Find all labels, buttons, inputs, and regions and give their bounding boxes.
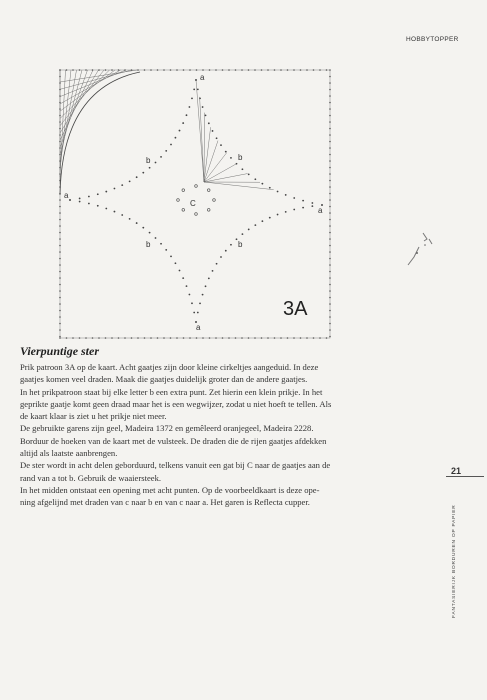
frame-hole (329, 186, 331, 188)
frame-hole (85, 69, 87, 71)
frame-hole (118, 337, 120, 339)
frame-hole (59, 245, 61, 247)
frame-hole (329, 316, 331, 318)
fan-thread (196, 80, 204, 182)
frame-hole (319, 337, 321, 339)
frame-hole (306, 69, 308, 71)
side-running-text: FANTASIERIJK BORDUREN OP PAPIER (452, 504, 457, 618)
star-hole (179, 130, 181, 132)
frame-hole (196, 337, 198, 339)
center-hole (177, 199, 180, 202)
frame-hole (329, 310, 331, 312)
frame-hole (329, 238, 331, 240)
point-label-a-top: a (200, 73, 205, 82)
star-hole (269, 187, 271, 189)
frame-hole (59, 232, 61, 234)
frame-hole (170, 69, 172, 71)
center-hole (195, 185, 198, 188)
star-hole (261, 220, 263, 222)
star-hole (182, 277, 184, 279)
frame-hole (329, 277, 331, 279)
frame-hole (329, 134, 331, 136)
frame-hole (329, 82, 331, 84)
frame-hole (329, 323, 331, 325)
point-label-b-lower-right: b (238, 240, 243, 249)
frame-hole (313, 337, 315, 339)
star-hole (160, 156, 162, 158)
frame-hole (274, 337, 276, 339)
frame-hole (111, 337, 113, 339)
center-hole (213, 199, 216, 202)
point-label-b-upper-left: b (146, 156, 151, 165)
star-hole (142, 172, 144, 174)
frame-hole (222, 69, 224, 71)
star-hole (189, 106, 191, 108)
frame-hole (326, 337, 328, 339)
corner-thread (60, 70, 71, 170)
star-hole (216, 263, 218, 265)
frame-hole (300, 337, 302, 339)
frame-hole (329, 69, 331, 71)
frame-hole (59, 277, 61, 279)
body-line: In het midden ontstaat een opening met acht punten. Op de voorbeeldkaart is deze ope- (20, 484, 320, 495)
star-hole (302, 200, 304, 202)
star-hole (79, 198, 81, 200)
body-line: altijd als laatste aanbrengen. (20, 448, 118, 459)
frame-hole (72, 337, 74, 339)
frame-hole (280, 69, 282, 71)
star-hole (208, 277, 210, 279)
frame-hole (209, 69, 211, 71)
star-hole (69, 199, 71, 201)
frame-hole (235, 337, 237, 339)
frame-hole (209, 337, 211, 339)
point-label-b-lower-left: b (146, 240, 151, 249)
star-hole (212, 270, 214, 272)
frame-hole (254, 69, 256, 71)
star-hole (277, 214, 279, 216)
star-hole (149, 167, 151, 169)
frame-hole (274, 69, 276, 71)
point-label-center: C (190, 199, 196, 208)
frame-hole (59, 199, 61, 201)
star-hole (230, 244, 232, 246)
frame-hole (59, 337, 61, 339)
frame-hole (241, 69, 243, 71)
fan-thread (204, 164, 237, 182)
frame-hole (124, 337, 126, 339)
star-hole (175, 137, 177, 139)
frame-hole (329, 160, 331, 162)
frame-hole (59, 238, 61, 240)
star-hole (205, 285, 207, 287)
star-hole (293, 209, 295, 211)
frame-hole (202, 69, 204, 71)
frame-hole (144, 337, 146, 339)
frame-hole (248, 337, 250, 339)
frame-hole (196, 69, 198, 71)
star-hole (182, 122, 184, 124)
frame-hole (59, 264, 61, 266)
frame-hole (66, 337, 68, 339)
star-hole (285, 211, 287, 213)
star-hole (254, 178, 256, 180)
frame-hole (329, 199, 331, 201)
frame-hole (329, 297, 331, 299)
star-hole (88, 196, 90, 198)
frame-hole (163, 337, 165, 339)
star-hole (121, 214, 123, 216)
frame-hole (329, 121, 331, 123)
star-hole (242, 233, 244, 235)
fan-thread (200, 97, 204, 182)
frame-hole (59, 290, 61, 292)
point-label-a-right: a (318, 206, 323, 215)
star-hole (197, 312, 199, 314)
star-hole (155, 162, 157, 164)
frame-hole (105, 337, 107, 339)
frame-hole (287, 69, 289, 71)
frame-hole (59, 206, 61, 208)
frame-hole (59, 284, 61, 286)
star-hole (208, 122, 210, 124)
star-hole (97, 205, 99, 207)
frame-hole (59, 271, 61, 273)
star-hole (165, 249, 167, 251)
frame-hole (261, 69, 263, 71)
center-hole (207, 189, 210, 192)
star-hole (179, 270, 181, 272)
star-hole (136, 176, 138, 178)
frame-hole (329, 102, 331, 104)
star-hole (216, 137, 218, 139)
star-hole (212, 130, 214, 132)
frame-hole (111, 69, 113, 71)
frame-hole (144, 69, 146, 71)
frame-hole (329, 141, 331, 143)
star-hole (121, 184, 123, 186)
frame-hole (157, 337, 159, 339)
frame-hole (176, 337, 178, 339)
star-hole (248, 229, 250, 231)
frame-hole (329, 128, 331, 130)
fan-thread (204, 127, 211, 182)
frame-hole (150, 69, 152, 71)
frame-hole (313, 69, 315, 71)
body-line: geprikte gaatje komt geen draad maar het is een wegwijzer, zodat u niet hoeft te tellen. Als (20, 398, 332, 409)
star-hole (261, 183, 263, 185)
frame-hole (170, 337, 172, 339)
frame-hole (66, 69, 68, 71)
frame-hole (329, 147, 331, 149)
star-hole (191, 97, 193, 99)
star-hole (186, 285, 188, 287)
frame-hole (157, 69, 159, 71)
frame-hole (329, 232, 331, 234)
corner-thread (60, 70, 88, 148)
print-smudge (395, 225, 440, 275)
frame-hole (329, 290, 331, 292)
frame-hole (59, 297, 61, 299)
star-hole (220, 144, 222, 146)
star-hole (205, 114, 207, 116)
frame-hole (293, 337, 295, 339)
star-hole (129, 180, 131, 182)
star-hole (254, 224, 256, 226)
frame-hole (248, 69, 250, 71)
frame-hole (329, 193, 331, 195)
point-label-a-bottom: a (196, 323, 201, 332)
frame-hole (79, 69, 81, 71)
frame-hole (306, 337, 308, 339)
frame-hole (329, 251, 331, 253)
frame-hole (329, 303, 331, 305)
point-label-a-left: a (64, 191, 69, 200)
body-line: gaatjes komen veel draden. Maak die gaatjes duidelijk groter dan de andere gaatjes. (20, 374, 308, 385)
star-hole (199, 302, 201, 304)
frame-hole (72, 69, 74, 71)
star-hole (105, 208, 107, 210)
star-hole (129, 218, 131, 220)
frame-hole (329, 225, 331, 227)
frame-hole (329, 95, 331, 97)
frame-hole (137, 337, 139, 339)
star-hole (170, 255, 172, 257)
star-hole (311, 205, 313, 207)
frame-hole (329, 284, 331, 286)
fan-thread (204, 153, 227, 182)
frame-hole (329, 108, 331, 110)
frame-hole (329, 212, 331, 214)
star-hole (88, 203, 90, 205)
frame-hole (261, 337, 263, 339)
body-line: Borduur de hoeken van de kaart met de vulsteek. De draden die de rijen gaatjes afdekken (20, 435, 327, 446)
fan-thread (204, 182, 274, 190)
frame-hole (329, 115, 331, 117)
frame-hole (202, 337, 204, 339)
frame-hole (329, 245, 331, 247)
star-hole (165, 150, 167, 152)
star-hole (285, 194, 287, 196)
frame-hole (329, 167, 331, 169)
star-hole (220, 256, 222, 258)
star-hole (248, 174, 250, 176)
frame-hole (59, 219, 61, 221)
frame-hole (176, 69, 178, 71)
star-hole (142, 227, 144, 229)
star-hole (79, 201, 81, 203)
fan-thread (204, 141, 218, 182)
frame-hole (59, 251, 61, 253)
frame-hole (59, 336, 61, 338)
frame-hole (59, 329, 61, 331)
frame-hole (329, 258, 331, 260)
star-hole (193, 312, 195, 314)
page-number: 21 (451, 466, 462, 476)
running-title: HOBBYTOPPER (406, 36, 459, 43)
frame-hole (215, 337, 217, 339)
star-hole (170, 144, 172, 146)
frame-hole (241, 337, 243, 339)
point-label-b-upper-right: b (238, 153, 243, 162)
frame-hole (59, 316, 61, 318)
star-hole (149, 232, 151, 234)
frame-hole (59, 258, 61, 260)
frame-hole (59, 225, 61, 227)
frame-hole (137, 69, 139, 71)
frame-hole (267, 337, 269, 339)
star-hole (202, 294, 204, 296)
frame-hole (267, 69, 269, 71)
star-hole (225, 151, 227, 153)
star-hole (197, 88, 199, 90)
frame-hole (329, 264, 331, 266)
frame-hole (329, 329, 331, 331)
center-hole (207, 209, 210, 212)
frame-hole (189, 69, 191, 71)
frame-hole (329, 206, 331, 208)
page-number-rule (446, 476, 484, 477)
frame-hole (105, 69, 107, 71)
body-line: ning afgelijnd met draden van c naar b en van c naar a. Het garen is Reflecta cupper. (20, 497, 310, 508)
star-hole (242, 168, 244, 170)
star-hole (293, 197, 295, 199)
frame-hole (59, 303, 61, 305)
corner-curve (60, 72, 140, 195)
frame-hole (300, 69, 302, 71)
frame-hole (98, 337, 100, 339)
star-hole (136, 222, 138, 224)
section-title: Vierpuntige ster (20, 344, 100, 358)
star-hole (105, 191, 107, 193)
frame-hole (131, 337, 133, 339)
frame-hole (59, 212, 61, 214)
body-line: De ster wordt in acht delen geborduurd, telkens vanuit een gat bij C naar de gaatjes aan de (20, 460, 331, 471)
center-hole (182, 189, 185, 192)
frame-hole (319, 69, 321, 71)
frame-hole (329, 76, 331, 78)
frame-hole (293, 69, 295, 71)
frame-hole (228, 337, 230, 339)
frame-hole (329, 89, 331, 91)
frame-hole (329, 271, 331, 273)
star-hole (191, 302, 193, 304)
frame-hole (254, 337, 256, 339)
body-line: Prik patroon 3A op de kaart. Acht gaatjes zijn door kleine cirkeltjes aangeduid. In deze (20, 362, 319, 372)
frame-hole (280, 337, 282, 339)
body-line: de kaart klaar is ziet u het prikje niet meer. (20, 411, 167, 422)
star-hole (97, 193, 99, 195)
frame-hole (85, 337, 87, 339)
corner-thread (60, 70, 115, 111)
star-hole (114, 211, 116, 213)
star-hole (202, 106, 204, 108)
body-line: rand van a tot b. Gebruik de waaiersteek. (20, 472, 162, 483)
star-hole (160, 243, 162, 245)
frame-hole (329, 219, 331, 221)
star-hole (114, 188, 116, 190)
body-text (20, 361, 438, 509)
frame-hole (329, 154, 331, 156)
frame-hole (228, 69, 230, 71)
pattern-label: 3A (283, 298, 308, 320)
star-hole (230, 157, 232, 159)
frame-hole (222, 337, 224, 339)
frame-hole (79, 337, 81, 339)
star-hole (189, 294, 191, 296)
star-hole (302, 207, 304, 209)
frame-hole (92, 337, 94, 339)
star-hole (193, 88, 195, 90)
body-line: De gebruikte garens zijn geel, Madeira 1372 en gemêleerd oranjegeel, Madeira 2228. (20, 423, 314, 434)
frame-hole (59, 310, 61, 312)
frame-hole (329, 180, 331, 182)
star-hole (269, 217, 271, 219)
fan-thread (204, 174, 248, 182)
star-hole (175, 262, 177, 264)
frame-hole (189, 337, 191, 339)
star-hole (311, 202, 313, 204)
center-hole (195, 213, 198, 216)
star-hole (199, 97, 201, 99)
frame-hole (163, 69, 165, 71)
frame-hole (150, 337, 152, 339)
frame-hole (235, 69, 237, 71)
frame-hole (329, 336, 331, 338)
frame-hole (326, 69, 328, 71)
fan-thread (204, 113, 205, 182)
frame-hole (215, 69, 217, 71)
frame-hole (329, 173, 331, 175)
frame-hole (183, 337, 185, 339)
star-hole (225, 250, 227, 252)
frame-hole (183, 69, 185, 71)
star-hole (155, 237, 157, 239)
star-hole (186, 114, 188, 116)
frame-hole (287, 337, 289, 339)
star-hole (277, 191, 279, 193)
body-line: In het prikpatroon staat bij elke letter b een extra punt. Zet hierin een klein prikje. In het (20, 386, 323, 397)
center-hole (182, 209, 185, 212)
frame-hole (59, 323, 61, 325)
